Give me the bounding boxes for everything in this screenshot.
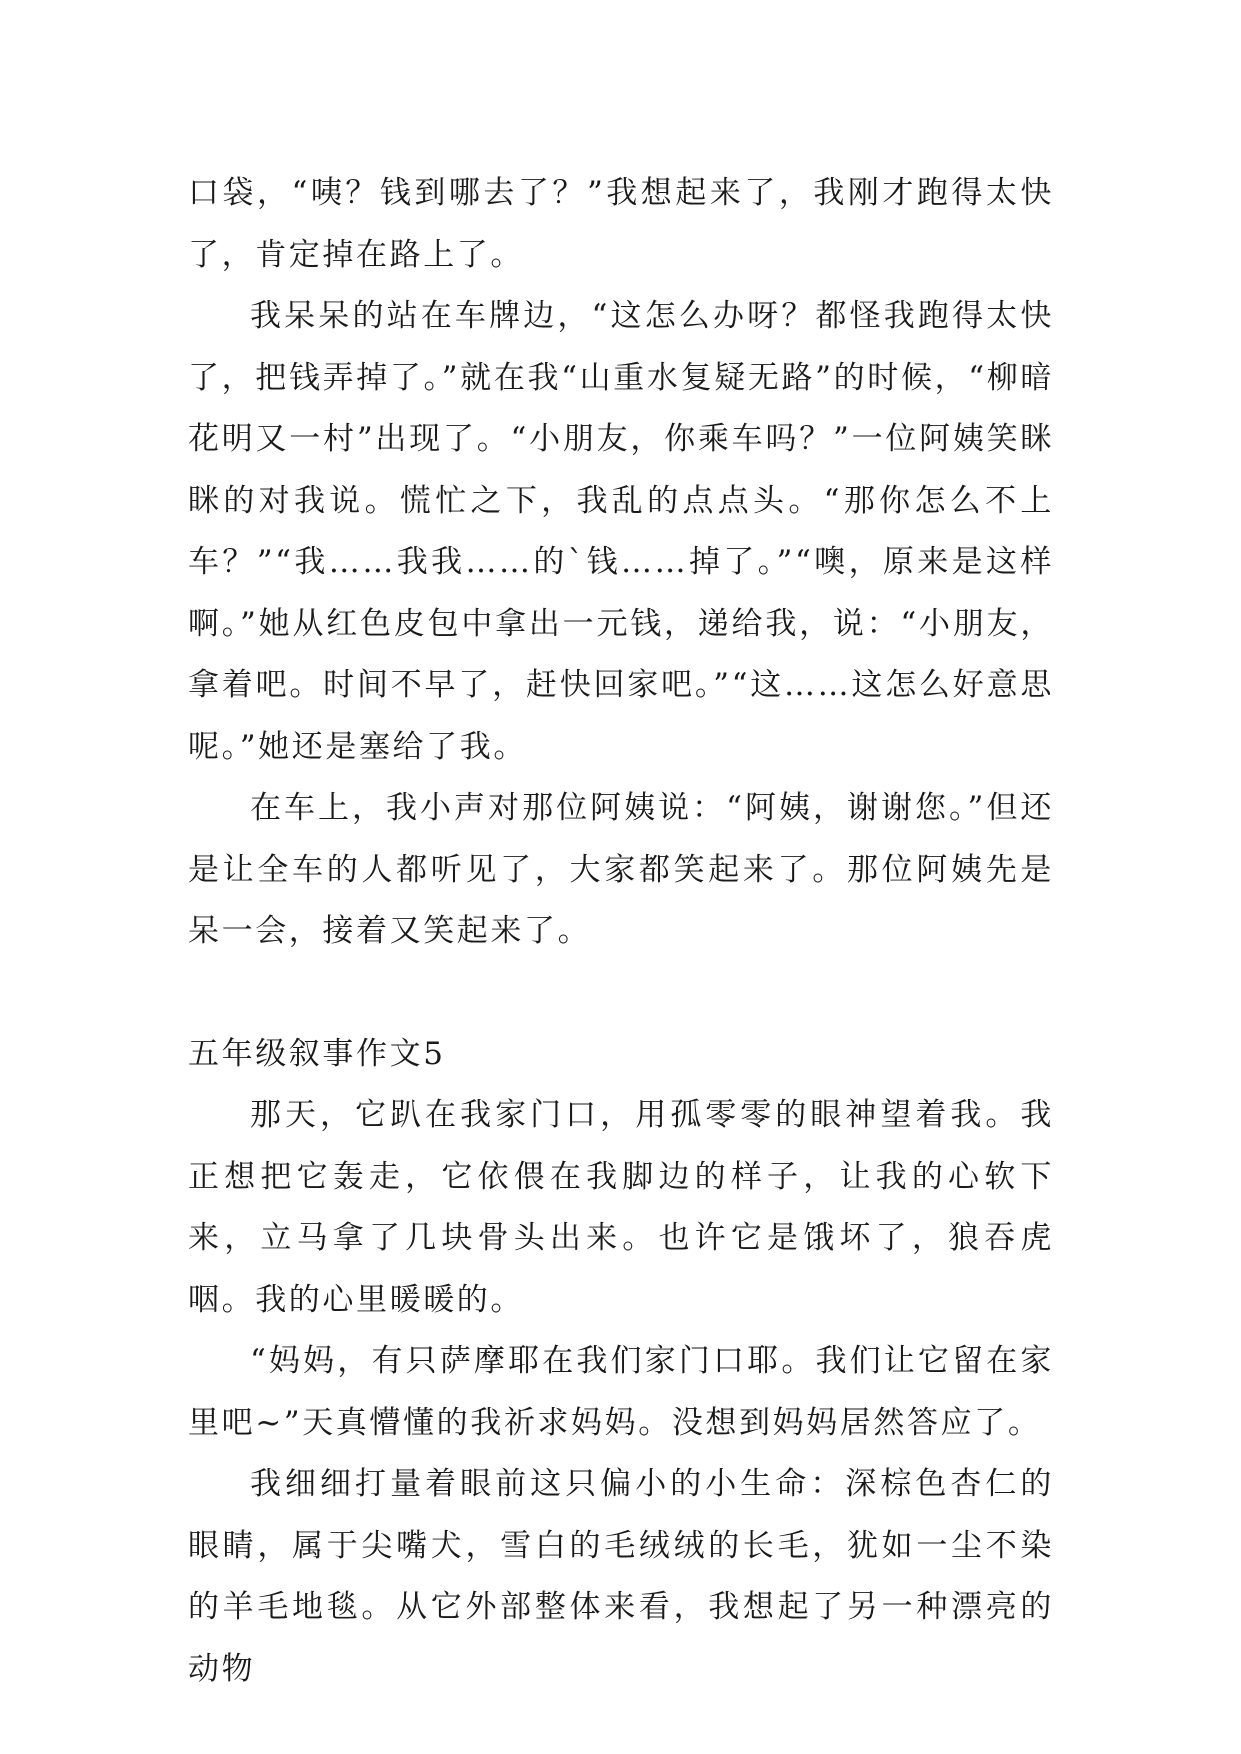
- section-heading: 五年级叙事作文5: [188, 1035, 446, 1072]
- paragraph-continued-story: 口袋，“咦？钱到哪去了？”我想起来了，我刚才跑得太快了，肯定掉在路上了。: [188, 175, 1054, 273]
- paragraph-on-bus: 在车上，我小声对那位阿姨说：“阿姨，谢谢您。”但还是让全车的人都听见了，大家都笑起来了。那位阿姨先是呆一会，接着又笑起来了。: [188, 790, 1054, 949]
- paragraph-bus-stop: 我呆呆的站在车牌边，“这怎么办呀？都怪我跑得太快了，把钱弄掉了。”就在我“山重水复疑无路”的时候，“柳暗花明又一村”出现了。“小朋友，你乘车吗？”一位阿姨笑眯眯的对我说。慌忙之下，我乱的点点头。“那你怎么不上车？”“我……我我……的`钱……掉了。”“噢，原来是这样啊。”她从红色皮包中拿出一元钱，递给我，说：“小朋友，拿着吧。时间不早了，赶快回家吧。”“这……这怎么好意思呢。”她还是塞给了我。: [188, 298, 1054, 765]
- document-body: [188, 163, 1054, 1700]
- paragraph-ask-mom: “妈妈，有只萨摩耶在我们家门口耶。我们让它留在家里吧~”天真懵懂的我祈求妈妈。没想到妈妈居然答应了。: [188, 1343, 1054, 1441]
- paragraph-dog-description: 我细细打量着眼前这只偏小的小生命：深棕色杏仁的眼睛，属于尖嘴犬，雪白的毛绒绒的长毛，犹如一尘不染的羊毛地毯。从它外部整体来看，我想起了另一种漂亮的动物: [188, 1466, 1054, 1687]
- paragraph-dog-at-door: 那天，它趴在我家门口，用孤零零的眼神望着我。我正想把它轰走，它依偎在我脚边的样子，让我的心软下来，立马拿了几块骨头出来。也许它是饿坏了，狼吞虎咽。我的心里暖暖的。: [188, 1097, 1054, 1318]
